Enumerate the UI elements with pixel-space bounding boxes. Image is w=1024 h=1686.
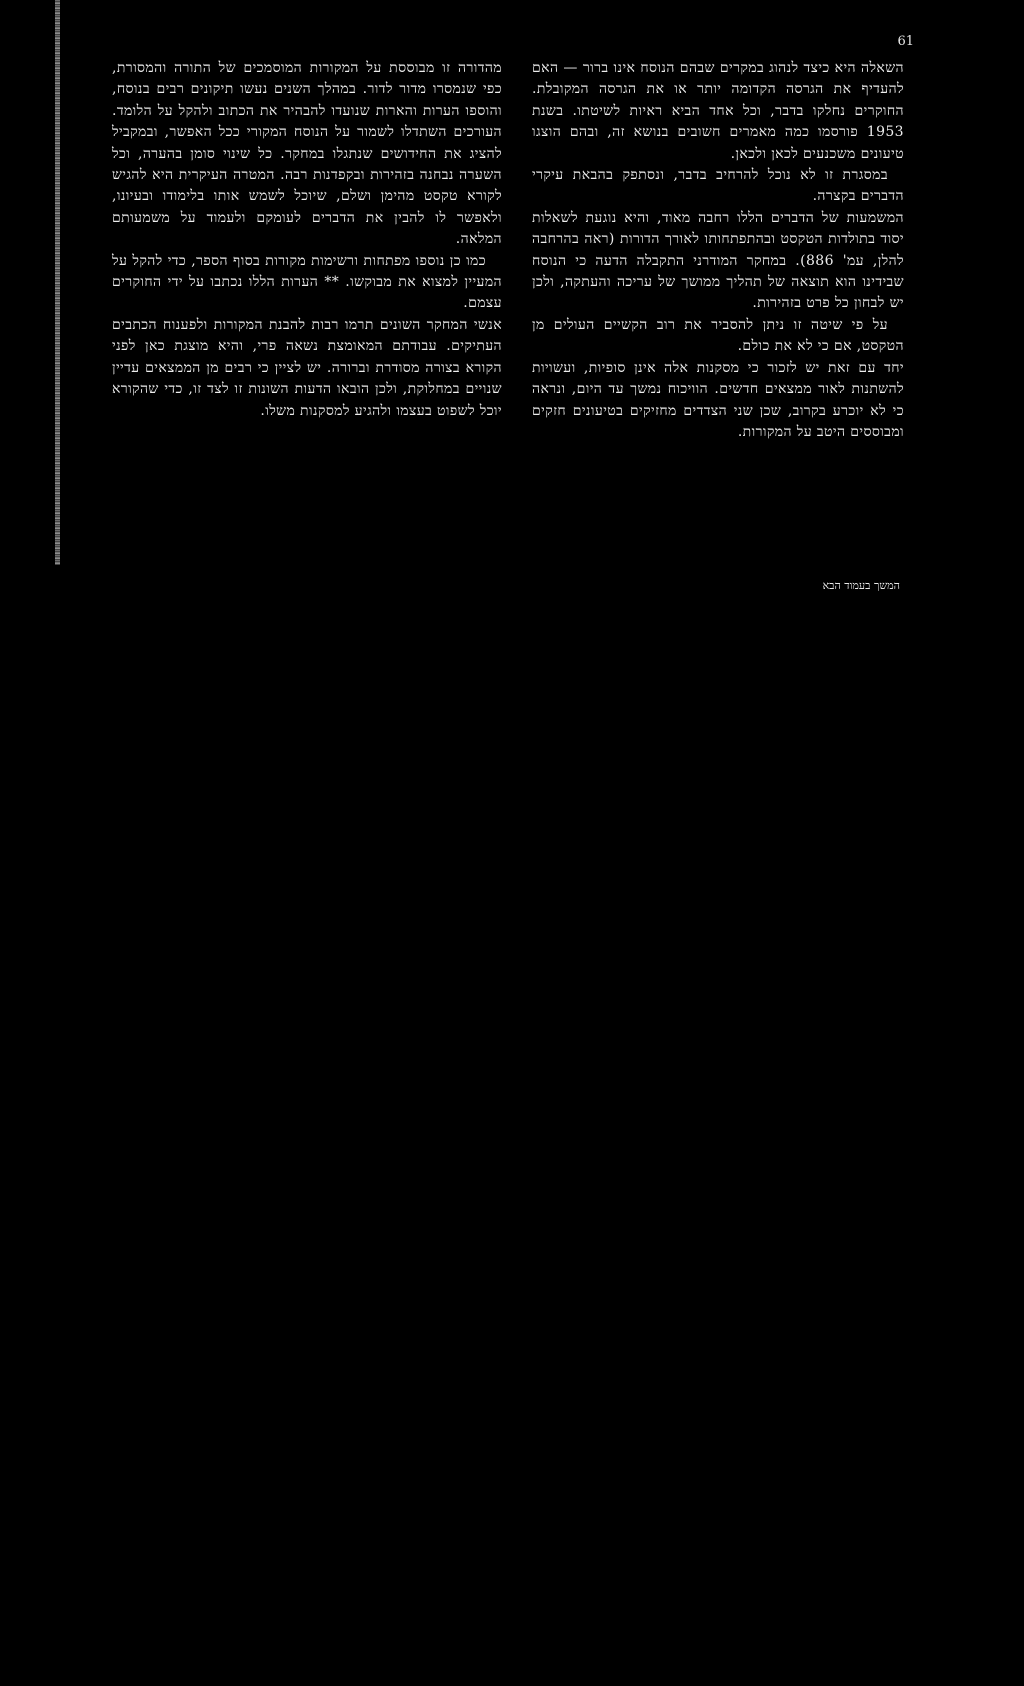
paragraph: יחד עם זאת יש לזכור כי מסקנות אלה אינן סופיות, ועשויות להשתנות לאור ממצאים חדשים. הוויכוח נמשך עד היום, ונראה כי לא יוכרע בקרוב, שכן שני הצדדים מחזיקים בטיעונים חזקים ומבוססים היטב על המקורות. xyxy=(532,359,904,440)
paragraph: במסגרת זו לא נוכל להרחיב בדבר, ונסתפק בהבאת עיקרי הדברים בקצרה. xyxy=(532,167,904,205)
left-text-column xyxy=(112,58,502,422)
continuation-note: המשך בעמוד הבא xyxy=(822,579,900,592)
paragraph: המשמעות של הדברים הללו רחבה מאוד, והיא נוגעת לשאלות יסוד בתולדות הטקסט ובהתפתחותו לאורך הדורות (ראה בהרחבה להלן, עמ' 886). במחקר המודרני התקבלה הדעה כי הנוסח שבידינו הוא תוצאה של תהליך ממושך של עריכה והעתקה, ולכן יש לבחון כל פרט בזהירות. xyxy=(532,209,905,312)
paragraph: מהדורה זו מבוססת על המקורות המוסמכים של התורה והמסורת, כפי שנמסרו מדור לדור. במהלך השנים נעשו תיקונים רבים בנוסח, והוספו הערות והארות שנועדו להבהיר את הכתוב ולהקל על הלומד. העורכים השתדלו לשמור על הנוסח המקורי ככל האפשר, ובמקביל להציג את החידושים שנתגלו במחקר. כל שינוי סומן בהערה, וכל השערה נבחנה בזהירות ובקפדנות רבה. המטרה העיקרית היא להגיש לקורא טקסט מהימן ושלם, שיוכל לשמש אותו בלימודו ובעיונו, ולאפשר לו להבין את הדברים לעומקם ולעמוד על משמעותם המלאה. xyxy=(112,60,502,248)
paragraph: כמו כן נוספו מפתחות ורשימות מקורות בסוף הספר, כדי להקל על המעיין למצוא את מבוקשו. ** הערות הללו נכתבו על ידי החוקרים עצמם. xyxy=(112,252,502,312)
paragraph: אנשי המחקר השונים תרמו רבות להבנת המקורות ולפענוח הכתבים העתיקים. עבודתם המאומצת נשאה פרי, והיא מוצגת כאן לפני הקורא בצורה מסודרת וברורה. יש לציין כי רבים מן הממצאים עדיין שנויים במחלוקת, ולכן הובאו הדעות השונות זו לצד זו, כדי שהקורא יוכל לשפוט בעצמו ולהגיע למסקנות משלו. xyxy=(112,316,502,419)
page-number: 61 xyxy=(897,34,914,49)
right-text-column xyxy=(532,58,904,443)
paragraph: על פי שיטה זו ניתן להסביר את רוב הקשיים העולים מן הטקסט, אם כי לא את כולם. xyxy=(532,316,904,355)
paragraph: השאלה היא כיצד לנהוג במקרים שבהם הנוסח אינו ברור — האם להעדיף את הגרסה הקדומה יותר או את הגרסה המקובלת. החוקרים נחלקו בדבר, וכל אחד הביא ראיות לשיטתו. בשנת 1953 פורסמו כמה מאמרים חשובים בנושא זה, ובהם הוצגו טיעונים משכנעים לכאן ולכאן. xyxy=(532,60,904,162)
page-binding-edge xyxy=(55,0,60,565)
